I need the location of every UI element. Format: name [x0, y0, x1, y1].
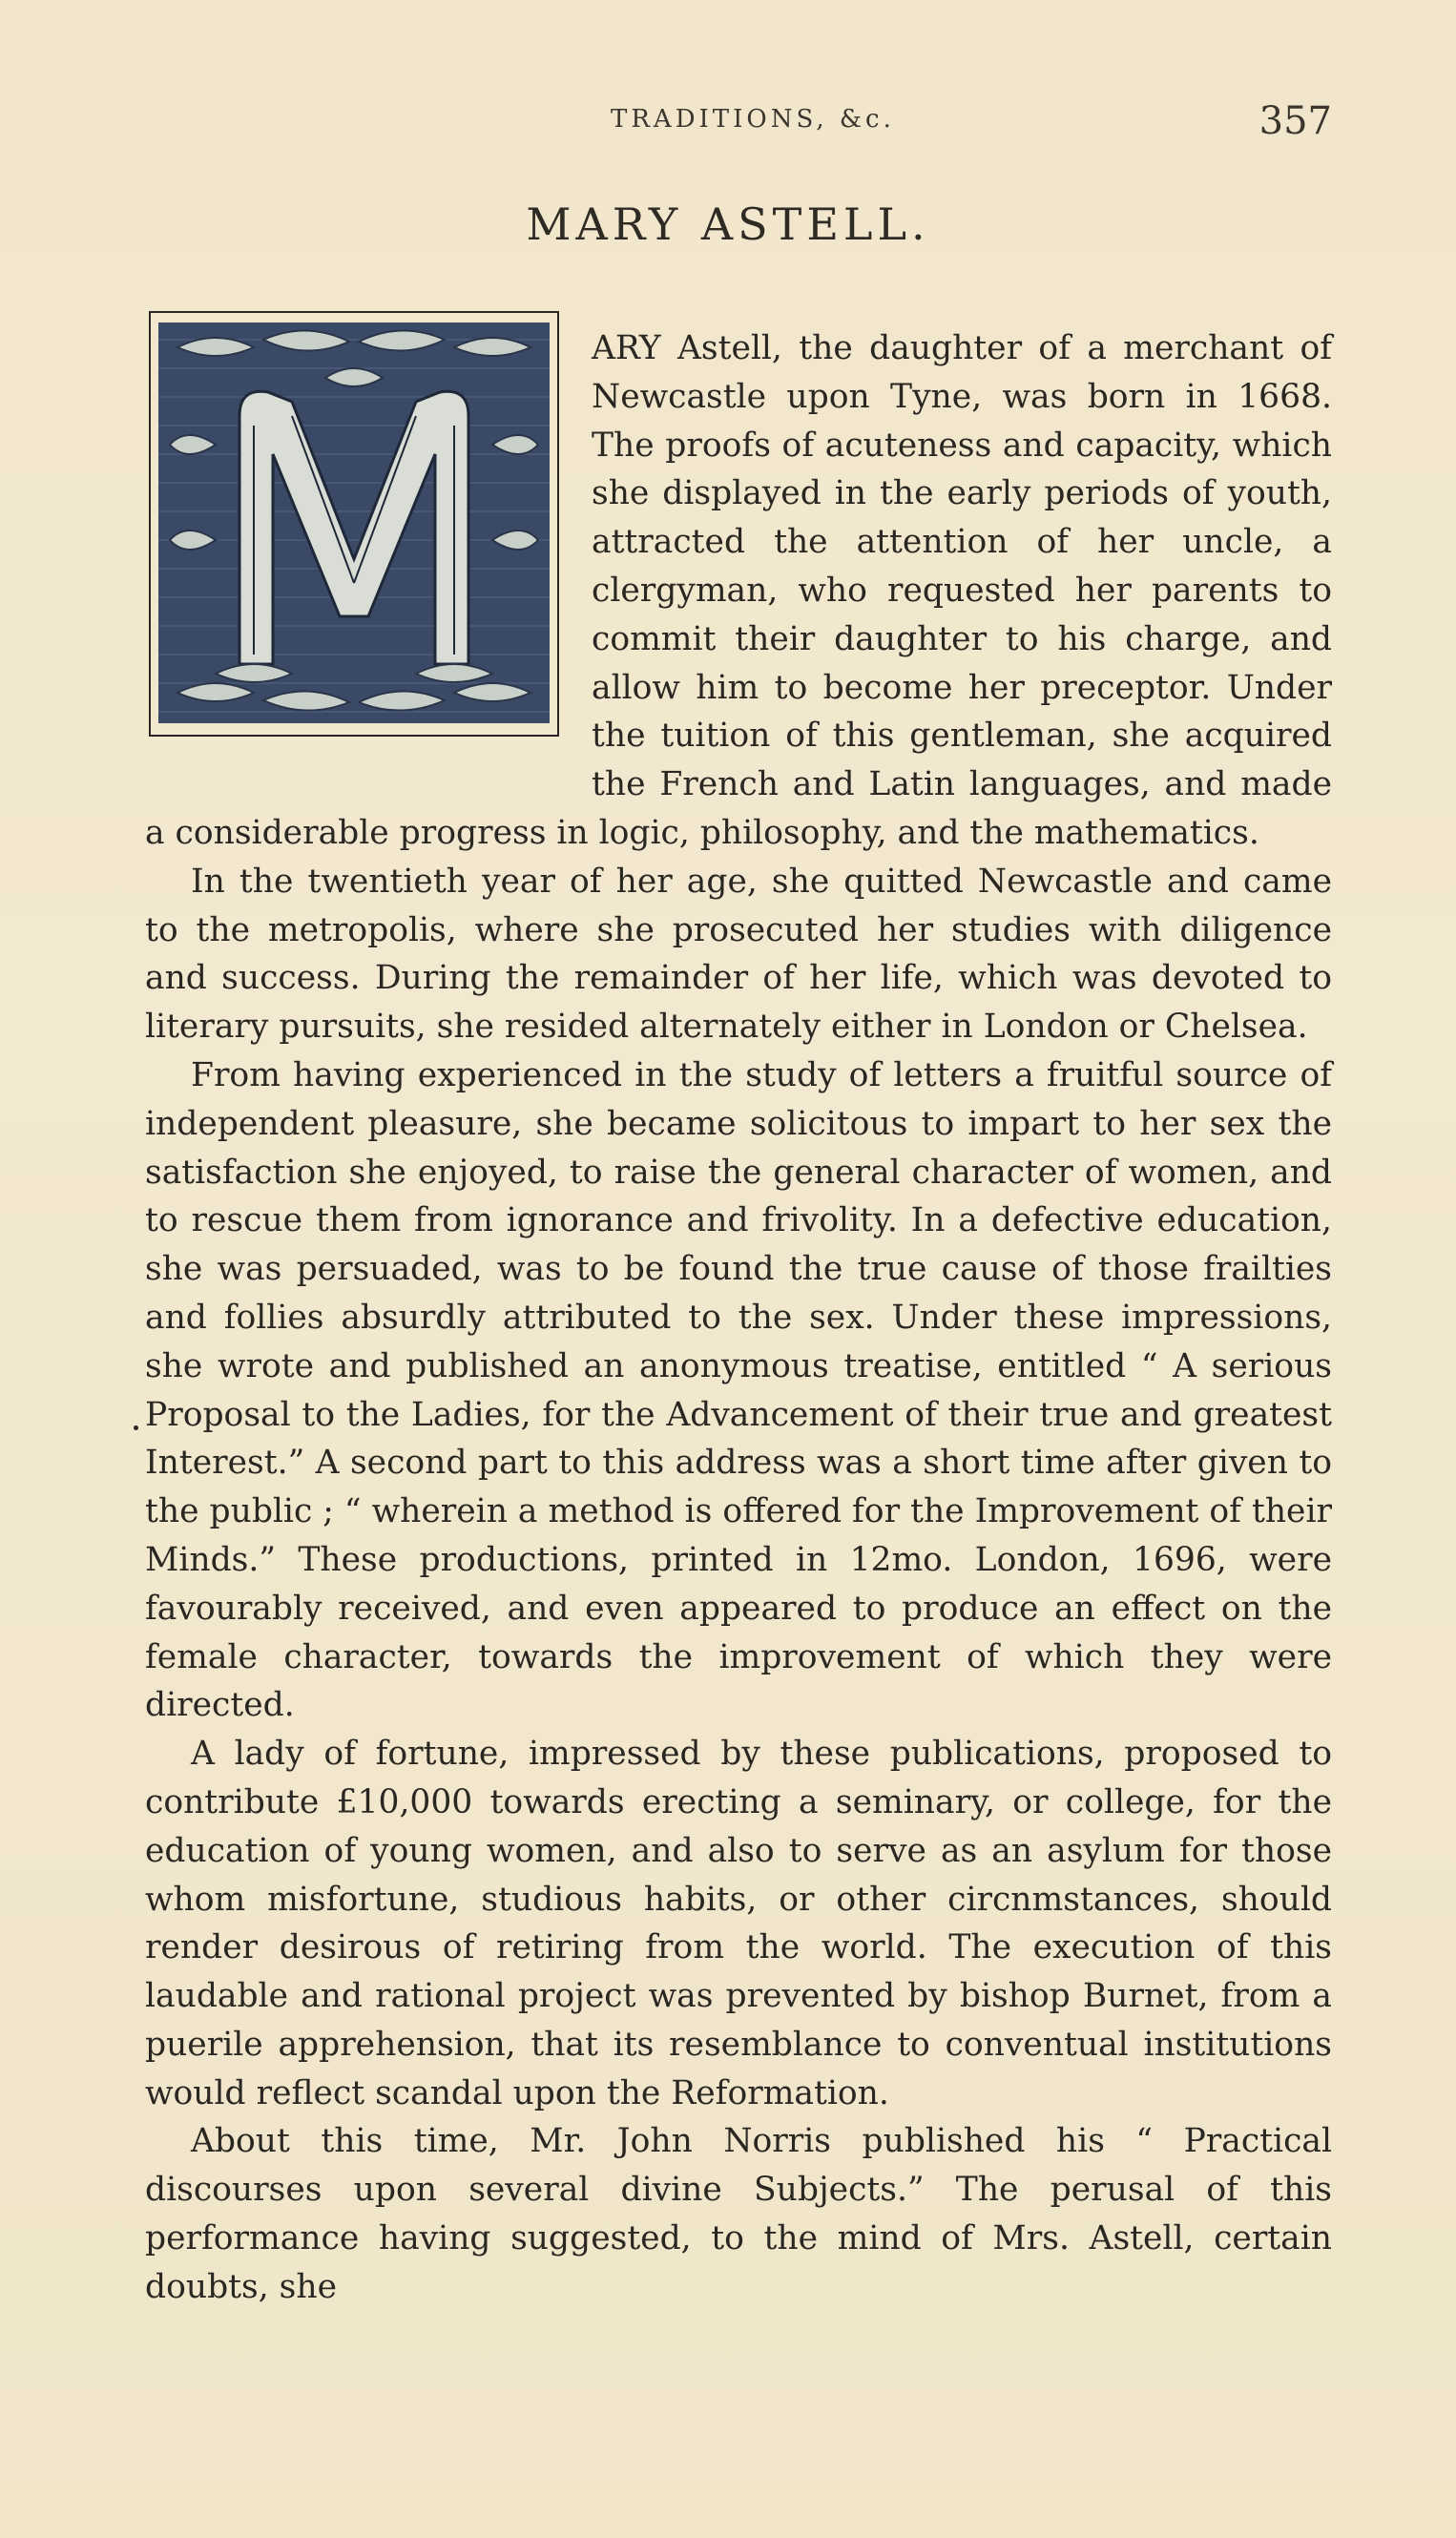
paragraph-2: In the twentieth year of her age, she quitted Newcastle and came to the metropolis, where she prosecuted her studies with diligence and success. During the remainder of her life, which was devoted to literary pursuits, she resided alternately either in London or Chelsea.	[145, 862, 1332, 1047]
drop-cap-spacer	[145, 324, 592, 762]
ink-speck	[134, 1425, 138, 1430]
paragraph-4: A lady of fortune, impressed by these publications, proposed to contribute £10,000 towards erecting a seminary, or college, for the education of young women, and also to serve as an asylum for those whom misfortune, studious habits, or other circnmstances, should render desirous of retiring from the world. The execution of this laudable and rational project was prevented by bishop Burnet, from a puerile apprehension, that its resemblance to conventual institutions would reflect scandal upon the Reformation.	[145, 1735, 1332, 2112]
running-title: TRADITIONS, &c.	[611, 105, 895, 134]
article-body	[145, 324, 1332, 2312]
paragraph-1: ARY Astell, the daughter of a merchant of Newcastle upon Tyne, was born in 1668. The proofs of acuteness and capacity, which she displayed in the early periods of youth, attracted the attention of her uncle, a clergyman, who requested her parents to commit their daughter to his charge, and allow him to become her preceptor. Under the tuition of this gentleman, she acquired the French and Latin languages, and made a considerable progress in logic, philosophy, and the mathematics.	[145, 329, 1332, 852]
paragraph-5: About this time, Mr. John Norris published his “ Practical discourses upon several divine Subjects.” The perusal of this performance having suggested, to the mind of Mrs. Astell, certain doubts, she	[145, 2122, 1332, 2306]
article-title: MARY ASTELL.	[526, 198, 930, 250]
running-head	[0, 99, 1456, 156]
paragraph-3: From having experienced in the study of letters a fruitful source of independent pleasure, she became solicitous to impart to her sex the satisfaction she enjoyed, to raise the general character of women, and to rescue them from ignorance and frivolity. In a defective education, she was persuaded, was to be found the true cause of those frailties and follies absurdly attributed to the sex. Under these impressions, she wrote and published an anonymous treatise, entitled “ A serious Proposal to the Ladies, for the Advancement of their true and greatest Interest.” A second part to this address was a short time after given to the public ; “ wherein a method is offered for the Improvement of their Minds.” These productions, printed in 12mo. London, 1696, were favourably received, and even appeared to produce an effect on the female character, towards the improvement of which they were directed.	[145, 1055, 1332, 1725]
page-number: 357	[1258, 99, 1332, 143]
